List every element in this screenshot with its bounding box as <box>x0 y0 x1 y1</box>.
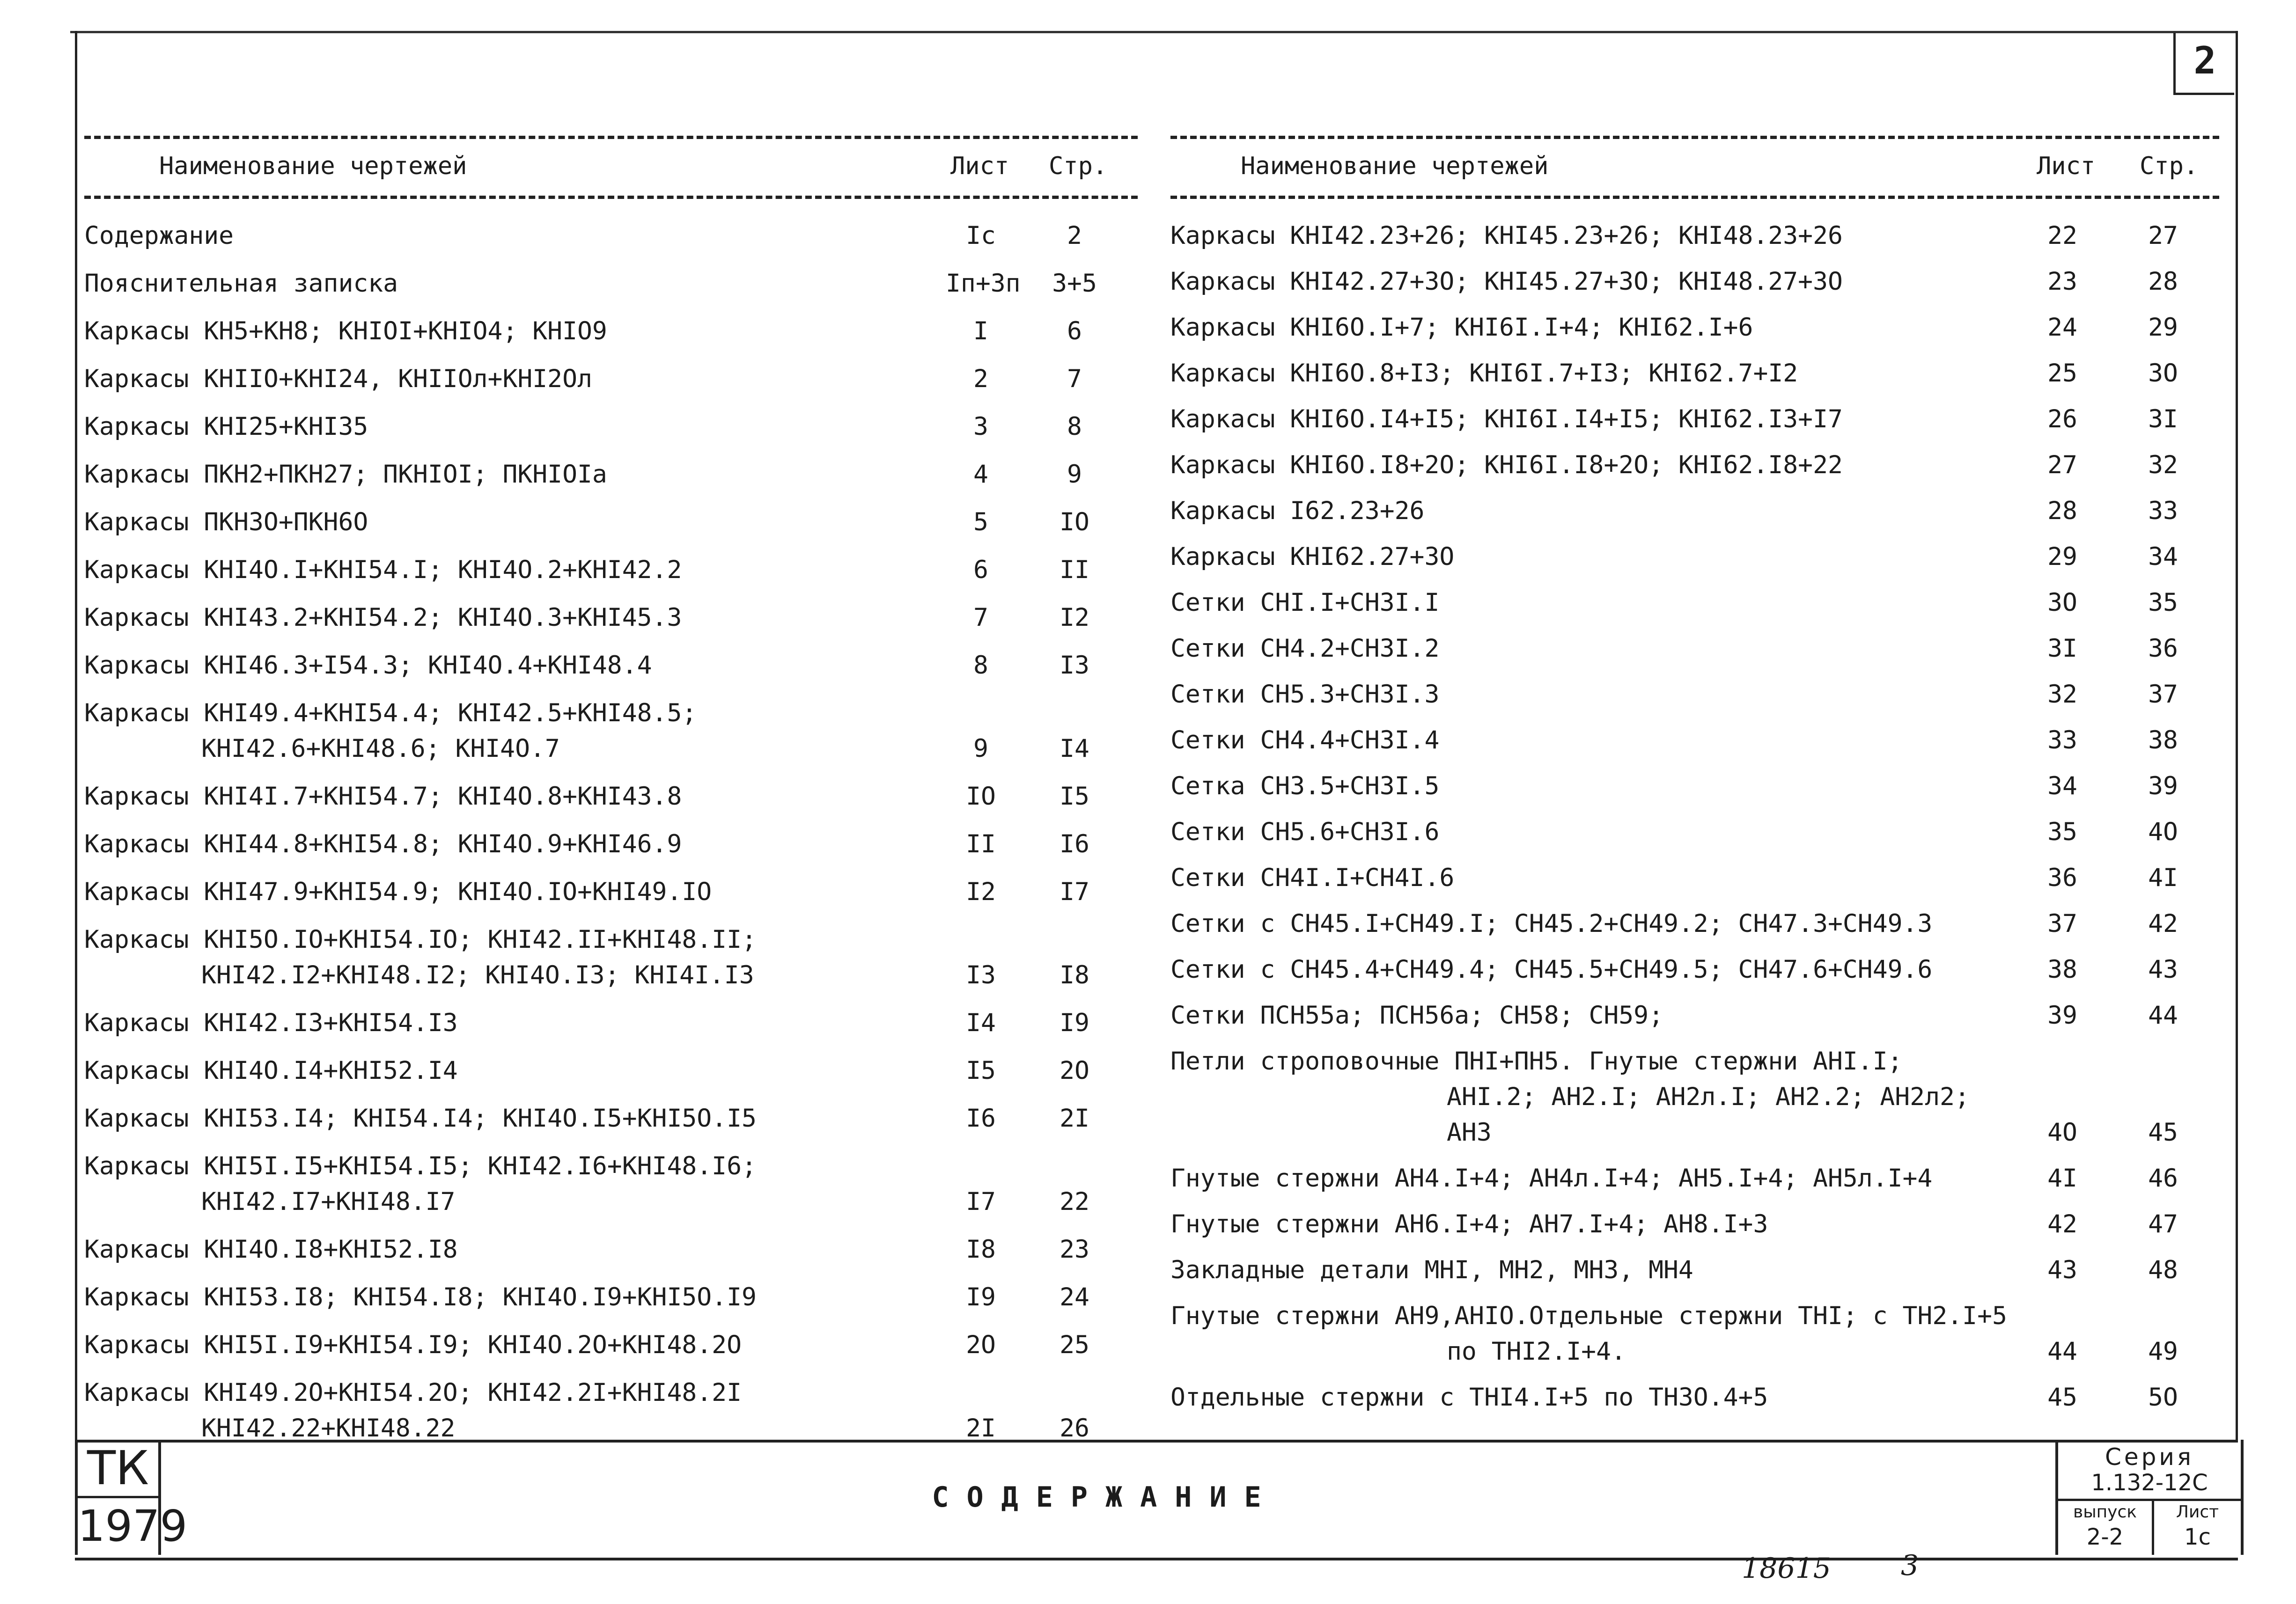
entry-page: 2О <box>1060 1056 1089 1085</box>
entry-sheet: 29 <box>2047 542 2077 571</box>
entry-page: II <box>1060 556 1089 584</box>
entry-sheet: Iс <box>966 221 996 250</box>
entry-sheet: I9 <box>966 1283 996 1311</box>
entry-page: 24 <box>1060 1283 1089 1311</box>
entry-page: 5О <box>2148 1383 2178 1412</box>
entry-sheet: 8 <box>973 651 988 680</box>
entry-page: I7 <box>1060 878 1089 906</box>
year: 1979 <box>78 1501 188 1551</box>
entry-title: Каркасы КНI42.27+3О; КНI45.27+3О; КНI48.27+3О <box>1170 267 1843 296</box>
entry-title: Отдельные стержни с ТНI4.I+5 по ТН3О.4+5 <box>1170 1383 1768 1412</box>
entry-title: Каркасы КНI46.3+I54.3; КНI4О.4+КНI48.4 <box>84 651 652 680</box>
entry-title: Каркасы КНI42.23+26; КНI45.23+26; КНI48.23+26 <box>1170 221 1843 250</box>
entry-page: 37 <box>2148 680 2178 709</box>
issue-value: 2-2 <box>2086 1524 2124 1550</box>
entry-title: Каркасы I62.23+26 <box>1170 497 1425 525</box>
entry-page: I2 <box>1060 603 1089 632</box>
entry-page: 35 <box>2148 588 2178 617</box>
sheet-label: Лист <box>2176 1502 2219 1522</box>
entry-sheet: 25 <box>2047 359 2077 388</box>
entry-page: 48 <box>2148 1256 2178 1284</box>
entry-sheet: I7 <box>966 1187 996 1216</box>
entry-page: 38 <box>2148 726 2178 754</box>
top-border <box>70 31 2238 33</box>
entry-sheet: 3 <box>973 412 988 441</box>
series-label: Серия <box>2105 1443 2194 1471</box>
left-column-header <box>84 136 1138 183</box>
entry-sheet: 6 <box>973 556 988 584</box>
entry-title: Каркасы КНI62.27+3О <box>1170 542 1455 571</box>
entry-page: IО <box>1060 508 1089 536</box>
entry-title: Каркасы КНI4О.I4+КНI52.I4 <box>84 1056 458 1085</box>
entry-sheet: 44 <box>2047 1337 2077 1366</box>
entry-page: 32 <box>2148 451 2178 479</box>
entry-sheet: 43 <box>2047 1256 2077 1284</box>
entry-sheet: 37 <box>2047 909 2077 938</box>
entry-title: Каркасы КНI4I.7+КНI54.7; КНI4О.8+КНI43.8 <box>84 782 682 811</box>
entry-page: 23 <box>1060 1235 1089 1264</box>
entry-page: I5 <box>1060 782 1089 811</box>
entry-page: 39 <box>2148 772 2178 800</box>
entry-page: 44 <box>2148 1001 2178 1030</box>
entry-title-continued: КНI42.I2+КНI48.I2; КНI4О.I3; КНI4I.I3 <box>201 961 754 989</box>
series-value: 1.132-12С <box>2091 1470 2208 1496</box>
entry-title: Каркасы ПКН3О+ПКН6О <box>84 508 368 536</box>
entry-page: 4О <box>2148 818 2178 846</box>
entry-title: Каркасы КН5+КН8; КНIОI+КНIО4; КНIО9 <box>84 317 607 345</box>
entry-sheet: 2О <box>966 1331 996 1359</box>
header-name: Наименование чертежей <box>1241 152 1549 180</box>
entry-page: 3+5 <box>1052 269 1097 298</box>
sheet-value: 1с <box>2184 1524 2211 1550</box>
entry-title: Каркасы КНI47.9+КНI54.9; КНI4О.IО+КНI49.IО <box>84 878 712 906</box>
entry-sheet: I2 <box>966 878 996 906</box>
entry-sheet: 3О <box>2047 588 2077 617</box>
entry-sheet: I5 <box>966 1056 996 1085</box>
entry-page: 3I <box>2148 405 2178 433</box>
entry-sheet: I <box>973 317 988 345</box>
entry-title: Каркасы КНI42.I3+КНI54.I3 <box>84 1009 458 1037</box>
entry-sheet: II <box>966 830 996 858</box>
entry-title: Сетки СН4.2+СН3I.2 <box>1170 634 1440 663</box>
stamp-org <box>75 1440 188 1555</box>
entry-page: 26 <box>1060 1414 1089 1443</box>
entry-title-continued: АН3 <box>1447 1118 1492 1147</box>
entry-page: I6 <box>1060 830 1089 858</box>
header-page: Стр. <box>1049 152 1108 180</box>
entry-title: Гнутые стержни АН4.I+4; АН4л.I+4; АН5.I+4; АН5л.I+4 <box>1170 1164 1933 1193</box>
entry-page: 46 <box>2148 1164 2178 1193</box>
entry-title-continued: по ТНI2.I+4. <box>1447 1337 1626 1366</box>
header-sheet: Лист <box>950 152 1009 180</box>
entry-page: 34 <box>2148 542 2178 571</box>
entry-title: Гнутые стержни АН9,АНIО.Отдельные стержни ТНI; с ТН2.I+5 <box>1170 1302 2007 1330</box>
entry-title: Каркасы КНI43.2+КНI54.2; КНI4О.3+КНI45.3 <box>84 603 682 632</box>
entry-sheet: 9 <box>973 734 988 763</box>
entry-page: 2 <box>1067 221 1082 250</box>
entry-title-continued: АНI.2; АН2.I; АН2л.I; АН2.2; АН2л2; <box>1447 1083 1970 1111</box>
entry-page: 4I <box>2148 864 2178 892</box>
entry-title: Каркасы КНI6О.I4+I5; КНI6I.I4+I5; КНI62.I3+I7 <box>1170 405 1843 433</box>
entry-page: 8 <box>1067 412 1082 441</box>
header-sheet: Лист <box>2037 152 2096 180</box>
entry-page: 6 <box>1067 317 1082 345</box>
entry-title: Каркасы КНI6О.I8+2О; КНI6I.I8+2О; КНI62.I8+22 <box>1170 451 1843 479</box>
entry-page: 49 <box>2148 1337 2178 1366</box>
entry-sheet: I6 <box>966 1104 996 1133</box>
header-page: Стр. <box>2140 152 2199 180</box>
entry-page: 43 <box>2148 955 2178 984</box>
entry-title: Каркасы КНI44.8+КНI54.8; КНI4О.9+КНI46.9 <box>84 830 682 858</box>
entry-page: I4 <box>1060 734 1089 763</box>
entry-title: Сетки СН4.4+СН3I.4 <box>1170 726 1440 754</box>
entry-title: Сетки СН4I.I+СН4I.6 <box>1170 864 1455 892</box>
entry-title: Каркасы КНI6О.I+7; КНI6I.I+4; КНI62.I+6 <box>1170 313 1753 342</box>
entry-sheet: 26 <box>2047 405 2077 433</box>
entry-sheet: 7 <box>973 603 988 632</box>
entry-sheet: 23 <box>2047 267 2077 296</box>
entry-page: 27 <box>2148 221 2178 250</box>
entry-sheet: 28 <box>2047 497 2077 525</box>
entry-title: Каркасы КНI5О.IО+КНI54.IО; КНI42.II+КНI48.II; <box>84 925 757 954</box>
entry-title: Закладные детали МНI, МН2, МН3, МН4 <box>1170 1256 1693 1284</box>
entry-sheet: 4 <box>973 460 988 489</box>
entry-sheet: 22 <box>2047 221 2077 250</box>
entry-title: Каркасы КНIIО+КНI24, КНIIОл+КНI2Ол <box>84 365 592 393</box>
divider <box>2058 1499 2241 1501</box>
entry-sheet: 2I <box>966 1414 996 1443</box>
entry-title: Каркасы КНI5I.I9+КНI54.I9; КНI4О.2О+КНI48.2О <box>84 1331 742 1359</box>
entry-title: Каркасы КНI6О.8+I3; КНI6I.7+I3; КНI62.7+I2 <box>1170 359 1798 388</box>
entry-sheet: 38 <box>2047 955 2077 984</box>
entry-page: 33 <box>2148 497 2178 525</box>
entry-title-continued: КНI42.22+КНI48.22 <box>201 1414 456 1443</box>
entry-title: Каркасы КНI5I.I5+КНI54.I5; КНI42.I6+КНI48.I6; <box>84 1152 757 1180</box>
divider <box>78 1496 158 1498</box>
header-name: Наименование чертежей <box>159 152 467 180</box>
entry-sheet: I3 <box>966 961 996 989</box>
entry-sheet: I4 <box>966 1009 996 1037</box>
header-bottom-rule <box>1170 196 2219 199</box>
entry-sheet: 42 <box>2047 1210 2077 1238</box>
entry-page: 28 <box>2148 267 2178 296</box>
entry-page: 42 <box>2148 909 2178 938</box>
entry-sheet: 39 <box>2047 1001 2077 1030</box>
entry-page: I9 <box>1060 1009 1089 1037</box>
entry-sheet: 34 <box>2047 772 2077 800</box>
entry-title: Сетки СН5.6+СН3I.6 <box>1170 818 1440 846</box>
entry-title: Каркасы КНI4О.I+КНI54.I; КНI4О.2+КНI42.2 <box>84 556 682 584</box>
entry-sheet: 33 <box>2047 726 2077 754</box>
stamp-series <box>2055 1440 2244 1555</box>
issue-label: выпуск <box>2073 1502 2137 1522</box>
org-name: ТК <box>87 1441 149 1495</box>
entry-page: 9 <box>1067 460 1082 489</box>
entry-sheet: 24 <box>2047 313 2077 342</box>
entry-title: Сетки СН5.3+СН3I.3 <box>1170 680 1440 709</box>
entry-sheet: 3I <box>2047 634 2077 663</box>
entry-page: 22 <box>1060 1187 1089 1216</box>
entry-title: Каркасы КНI53.I8; КНI54.I8; КНI4О.I9+КНI5О.I9 <box>84 1283 757 1311</box>
entry-title: Каркасы КНI49.4+КНI54.4; КНI42.5+КНI48.5; <box>84 699 697 727</box>
frame-right <box>2236 31 2238 1440</box>
entry-title-continued: КНI42.6+КНI48.6; КНI4О.7 <box>201 734 560 763</box>
copy-number: 3 <box>1901 1549 1919 1582</box>
entry-sheet: 36 <box>2047 864 2077 892</box>
header-bottom-rule <box>84 196 1138 199</box>
entry-sheet: 5 <box>973 508 988 536</box>
entry-title: Каркасы КНI53.I4; КНI54.I4; КНI4О.I5+КНI5О.I5 <box>84 1104 757 1133</box>
entry-title: Содержание <box>84 221 234 250</box>
entry-title: Каркасы КНI49.2О+КНI54.2О; КНI42.2I+КНI48.2I <box>84 1378 742 1407</box>
entry-sheet: IО <box>966 782 996 811</box>
entry-sheet: 45 <box>2047 1383 2077 1412</box>
entry-sheet: 35 <box>2047 818 2077 846</box>
entry-sheet: 2 <box>973 365 988 393</box>
entry-sheet: 4I <box>2047 1164 2077 1193</box>
entry-page: 7 <box>1067 365 1082 393</box>
entry-page: 25 <box>1060 1331 1089 1359</box>
entry-sheet: 27 <box>2047 451 2077 479</box>
entry-page: 29 <box>2148 313 2178 342</box>
entry-title-continued: КНI42.I7+КНI48.I7 <box>201 1187 456 1216</box>
entry-title: Гнутые стержни АН6.I+4; АН7.I+4; АН8.I+3 <box>1170 1210 1768 1238</box>
entry-title: Сетка СН3.5+СН3I.5 <box>1170 772 1440 800</box>
entry-title: Сетки ПСН55а; ПСН56а; СН58; СН59; <box>1170 1001 1663 1030</box>
entry-title: Каркасы КНI25+КНI35 <box>84 412 368 441</box>
entry-sheet: 4О <box>2047 1118 2077 1147</box>
entry-sheet: Iп+3п <box>946 269 1021 298</box>
entry-title: Каркасы ПКН2+ПКН27; ПКНIОI; ПКНIОIа <box>84 460 607 489</box>
entry-page: 47 <box>2148 1210 2178 1238</box>
entry-title: Сетки СНI.I+СН3I.I <box>1170 588 1440 617</box>
entry-page: 45 <box>2148 1118 2178 1147</box>
entry-page: I8 <box>1060 961 1089 989</box>
entry-sheet: I8 <box>966 1235 996 1264</box>
entry-title: Петли строповочные ПНI+ПН5. Гнутые стержни АНI.I; <box>1170 1047 1903 1076</box>
entry-sheet: 32 <box>2047 680 2077 709</box>
entry-page: 36 <box>2148 634 2178 663</box>
entry-page: 3О <box>2148 359 2178 388</box>
page-number: 2 <box>2173 33 2234 95</box>
right-column-header <box>1170 136 2219 183</box>
entry-title: Пояснительная записка <box>84 269 398 298</box>
entry-page: 2I <box>1060 1104 1089 1133</box>
inventory-number: 18615 <box>1742 1552 1831 1585</box>
document-title: СОДЕРЖАНИЕ <box>932 1481 1279 1514</box>
entry-title: Каркасы КНI4О.I8+КНI52.I8 <box>84 1235 458 1264</box>
entry-title: Сетки с СН45.4+СН49.4; СН45.5+СН49.5; СН47.6+СН49.6 <box>1170 955 1933 984</box>
frame-left <box>75 31 77 1440</box>
entry-page: I3 <box>1060 651 1089 680</box>
entry-title: Сетки с СН45.I+СН49.I; СН45.2+СН49.2; СН47.3+СН49.3 <box>1170 909 1933 938</box>
